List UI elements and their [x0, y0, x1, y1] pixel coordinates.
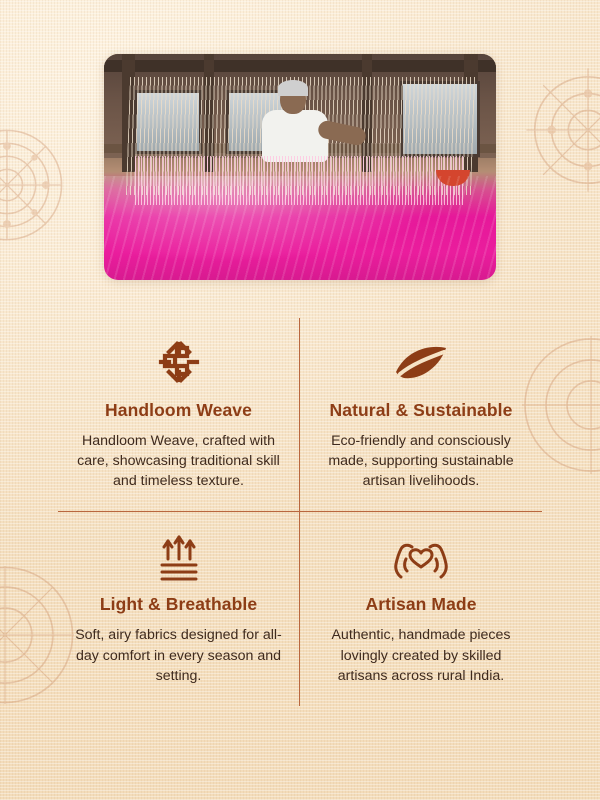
feature-description: Authentic, handmade pieces lovingly created by skilled artisans across rural India.	[331, 627, 511, 684]
feature-title: Artisan Made	[365, 594, 477, 615]
feature-description: Handloom Weave, crafted with care, showcasing traditional skill and timeless texture.	[77, 433, 280, 490]
feature-card-light-breathable	[58, 512, 300, 705]
feature-card-artisan-made	[300, 512, 542, 705]
feature-card-natural-sustainable	[300, 318, 542, 512]
hands-heart-icon	[314, 530, 528, 586]
feature-grid	[58, 318, 542, 706]
feature-title: Handloom Weave	[105, 400, 252, 420]
feature-title: Natural & Sustainable	[329, 400, 513, 420]
feature-description: Soft, airy fabrics designed for all-day comfort in every season and setting.	[75, 627, 282, 684]
feature-title: Light & Breathable	[99, 594, 258, 615]
handloom-weaver-photo	[104, 54, 496, 280]
leaf-icon	[314, 336, 528, 392]
mandala-decoration-icon	[518, 60, 600, 200]
endless-knot-icon	[72, 336, 285, 392]
feature-description: Eco-friendly and consciously made, supporting sustainable artisan livelihoods.	[328, 433, 514, 490]
mandala-decoration-icon	[0, 120, 72, 250]
breathable-airflow-icon	[72, 530, 285, 586]
feature-card-handloom-weave	[58, 318, 300, 512]
